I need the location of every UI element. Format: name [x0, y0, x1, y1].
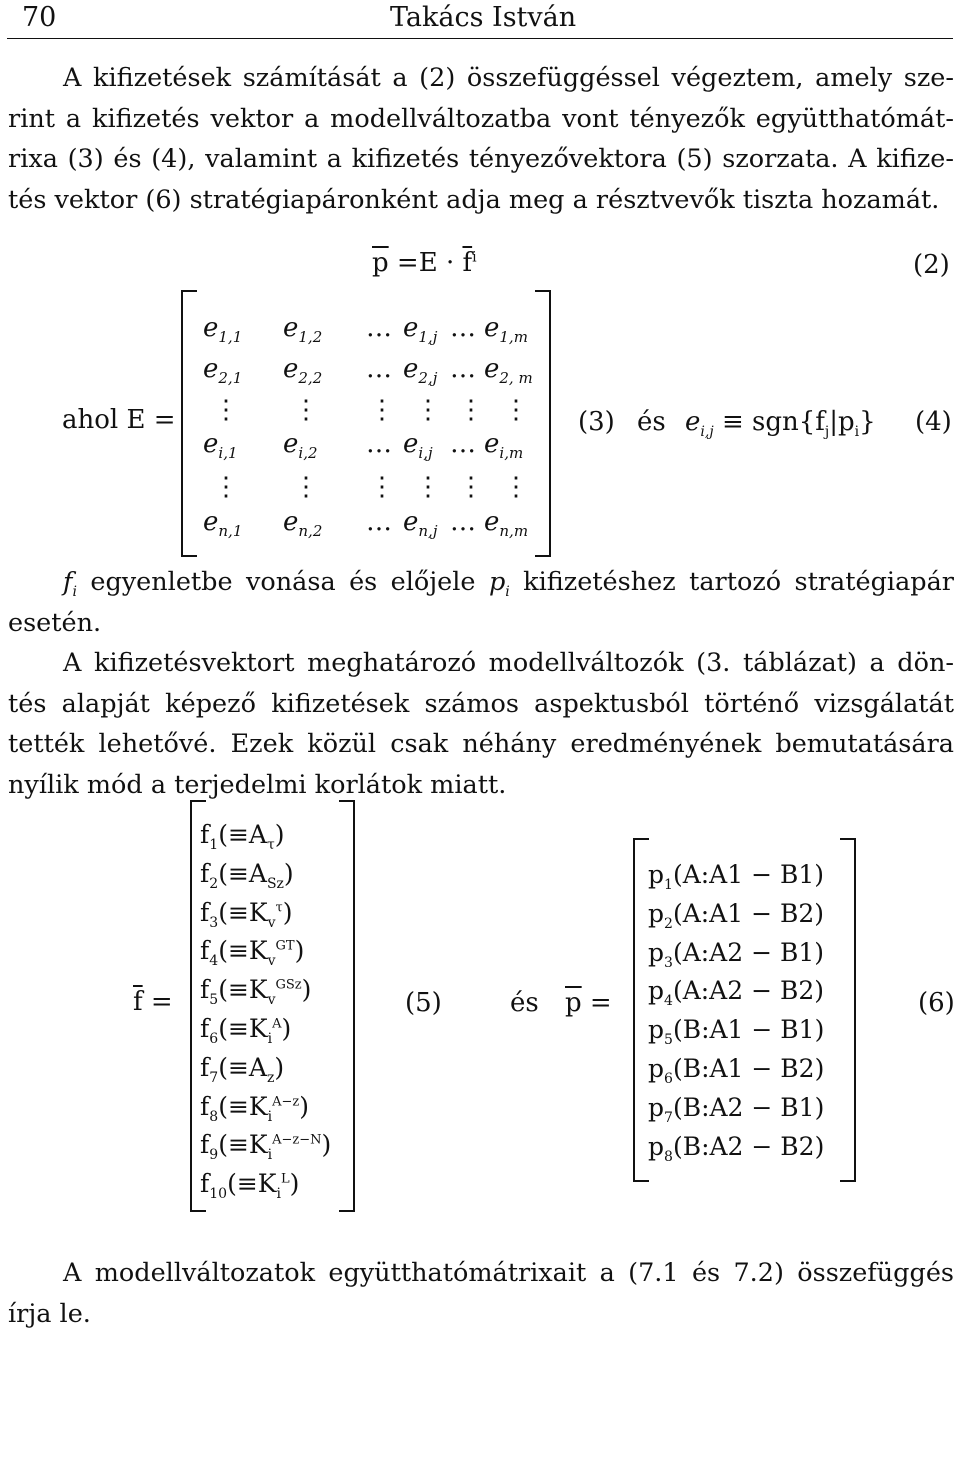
eq6-and: és [510, 988, 539, 1018]
eq6-eq: = [581, 988, 612, 1018]
closing-line-1: A modellváltozatok együtthatómátrixait a (7.1 és 7.2) összefüggés [63, 1258, 954, 1288]
matrix-ellipsis: … [366, 507, 392, 537]
closing-paragraph [8, 1253, 954, 1334]
eq4-p-sub: i [854, 424, 860, 441]
eq4-bar: | [829, 407, 838, 437]
vdots: ⋮ [458, 472, 484, 502]
matrix-cell: $e_{i,1}$ [203, 429, 238, 463]
eq2-rhs-sup: i [472, 249, 477, 266]
eq5-eq: = [142, 987, 173, 1017]
matrix-ellipsis: … [366, 429, 392, 459]
matrix-cell: $e_{2, m}$ [484, 354, 533, 388]
middle-line-5: tették lehetővé. Ezek közül csak néhány eredményének bemutatására [8, 729, 954, 759]
eq5-label: (5) [405, 988, 442, 1018]
factor-item: $f_{10}(\equiv K_i^L)$ [200, 1169, 300, 1203]
eq2-rhs: $\overline{f}$ [462, 248, 473, 278]
eq4-label: (4) [915, 407, 952, 437]
factor-item: $f_1(\equiv A_\tau)$ [200, 820, 285, 853]
vdots: ⋮ [503, 395, 529, 425]
matrix-ellipsis: … [450, 313, 476, 343]
matrix-cell: $e_{1,j}$ [403, 313, 438, 347]
factor-item: $f_4(\equiv K_v^{GT})$ [200, 936, 305, 970]
middle-line-1: $f_i$ egyenletbe vonása és előjele $p_i$ kifizetéshez tartozó stratégiapár [63, 567, 954, 601]
running-head-author: Takács István [390, 2, 577, 33]
eq4-sub-j: j [824, 424, 830, 441]
vdots: ⋮ [415, 472, 441, 502]
factor-item: $f_7(\equiv A_z)$ [200, 1052, 285, 1086]
factor-item: $f_2(\equiv A_{Sz})$ [200, 858, 294, 892]
matrix-left-bracket [181, 290, 197, 557]
matrix-ellipsis: … [450, 354, 476, 384]
intro-line-1: A kifizetések számítását a (2) összefüggéssel végeztem, amely sze- [63, 63, 954, 93]
page-number: 70 [22, 2, 57, 33]
matrix-cell: $e_{2,2}$ [283, 354, 323, 388]
eq5-lhs-wrap [133, 987, 173, 1017]
eq2-label: (2) [913, 250, 950, 280]
payoff-item: $p_4(A:A2 - B2)$ [648, 976, 824, 1010]
payoff-item: $p_5(B:A1 - B1)$ [648, 1015, 825, 1049]
factor-item: $f_9(\equiv K_i^{A-z-N})$ [200, 1130, 332, 1164]
matrix-cell: $e_{2,1}$ [203, 354, 243, 388]
closing-line-2: írja le. [8, 1298, 91, 1329]
middle-line-3: A kifizetésvektort meghatározó modellváltozók (3. táblázat) a dön- [63, 648, 954, 678]
eq4-close: } [859, 407, 876, 437]
eq4-sgn: ≡ sgn{f [721, 407, 825, 437]
vdots: ⋮ [369, 395, 395, 425]
vdots: ⋮ [415, 395, 441, 425]
matrix-ellipsis: … [366, 354, 392, 384]
eq4-lhs-sub: i,j [700, 424, 714, 441]
matrix-cell: $e_{1,m}$ [484, 313, 528, 347]
matrix-cell: $e_{1,2}$ [283, 313, 323, 347]
payoff-vector [648, 856, 824, 1166]
eq2-eq: =E · [396, 248, 463, 278]
eq5-right-bracket [339, 800, 355, 1212]
eq3-label: (3) [578, 407, 615, 437]
coefficient-matrix [203, 0, 533, 560]
intro-line-2: rint a kifizetés vektor a modellváltozatba vont tényezők együtthatómát- [8, 103, 954, 134]
eq5-lhs: $\overline{f}$ [133, 987, 143, 1017]
matrix-cell: $e_{n,j}$ [403, 507, 438, 541]
vdots: ⋮ [213, 395, 239, 425]
eq4-lhs: e [685, 407, 701, 437]
factor-item: $f_3(\equiv K_v^\tau)$ [200, 897, 293, 931]
matrix-ellipsis: … [450, 429, 476, 459]
vdots: ⋮ [293, 472, 319, 502]
payoff-item: $p_6(B:A1 - B2)$ [648, 1053, 825, 1087]
eq3-prefix: ahol E = [62, 405, 176, 435]
intro-line-3: rixa (3) és (4), valamint a kifizetés tényezővektora (5) szorzata. A kifize- [8, 144, 954, 174]
payoff-item: $p_8(B:A2 - B2)$ [648, 1131, 825, 1165]
matrix-cell: $e_{i,2}$ [283, 429, 318, 463]
factor-item: $f_8(\equiv K_i^{A-z})$ [200, 1091, 309, 1125]
middle-line-6: nyílik mód a terjedelmi korlátok miatt. [8, 769, 507, 800]
vdots: ⋮ [293, 395, 319, 425]
matrix-ellipsis: … [450, 507, 476, 537]
vdots: ⋮ [458, 395, 484, 425]
matrix-cell: $e_{n,2}$ [283, 507, 323, 541]
vdots: ⋮ [213, 472, 239, 502]
matrix-cell: $e_{i,m}$ [484, 429, 524, 463]
eq6-right-bracket [840, 838, 856, 1182]
matrix-cell: $e_{i,j}$ [403, 429, 433, 463]
payoff-item: $p_7(B:A2 - B1)$ [648, 1092, 825, 1126]
matrix-right-bracket [535, 290, 551, 557]
eq4-p: p [838, 407, 855, 437]
eq6-lhs-wrap [565, 988, 612, 1018]
equation-4 [685, 407, 876, 441]
factor-item: $f_5(\equiv K_v^{GSz})$ [200, 975, 312, 1009]
matrix-ellipsis: … [366, 313, 392, 343]
matrix-cell: $e_{n,m}$ [484, 507, 529, 541]
factor-vector [200, 816, 331, 1204]
factor-item: $f_6(\equiv K_i^A)$ [200, 1013, 292, 1047]
payoff-item: $p_2(A:A1 - B2)$ [648, 898, 824, 932]
payoff-item: $p_1(A:A1 - B1)$ [648, 860, 824, 893]
intro-line-4: tés vektor (6) stratégiapáronként adja meg a résztvevők tiszta hozamát. [8, 184, 940, 215]
middle-line-4: tés alapját képező kifizetések számos aspektusból történő vizsgálatát [8, 688, 954, 719]
middle-line-2: esetén. [8, 607, 102, 638]
payoff-item: $p_3(A:A2 - B1)$ [648, 937, 824, 971]
eq6-label: (6) [918, 988, 955, 1018]
vdots: ⋮ [503, 472, 529, 502]
vdots: ⋮ [369, 472, 395, 502]
eq4-and: és [637, 407, 666, 437]
eq6-lhs: $\overline{p}$ [565, 988, 582, 1018]
matrix-cell: $e_{1,1}$ [203, 313, 243, 347]
matrix-cell: $e_{2,j}$ [403, 354, 438, 388]
middle-paragraph [8, 562, 954, 805]
eq2-lhs: $\overline{p}$ [372, 248, 389, 278]
eq6-left-bracket [633, 838, 649, 1182]
matrix-cell: $e_{n,1}$ [203, 507, 243, 541]
